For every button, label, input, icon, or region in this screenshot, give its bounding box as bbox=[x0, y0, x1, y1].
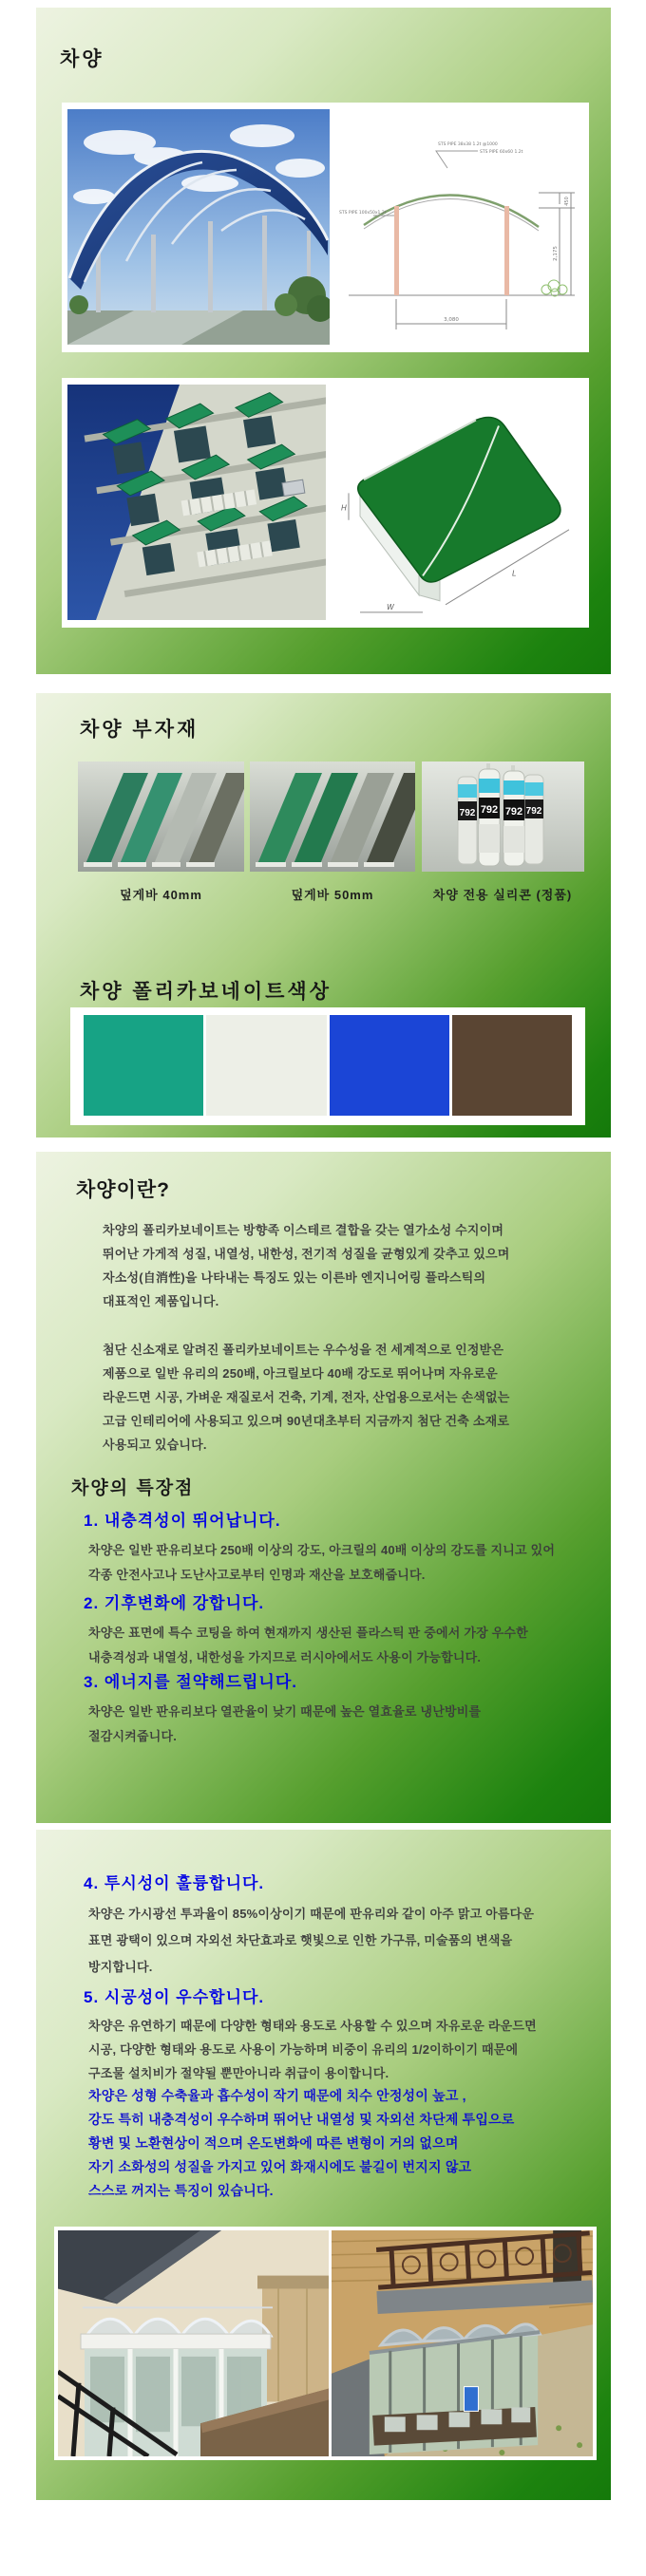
text-line: 차양은 일반 판유리보다 열관율이 낮기 때문에 높은 열효율로 냉난방비를 bbox=[88, 1704, 482, 1719]
feature-3-body bbox=[88, 1700, 481, 1749]
canopy-drawing bbox=[335, 109, 584, 345]
text-line: 대표적인 제품입니다. bbox=[103, 1294, 219, 1308]
section-title-accessories: 차양 부자재 bbox=[80, 719, 200, 741]
color-swatch-box bbox=[70, 1007, 585, 1125]
text-line: 자기 소화성의 성질을 가지고 있어 화재시에도 불길이 번지지 않고 bbox=[88, 2159, 472, 2174]
drawing-label: STS PIPE 38x38 1.2t @1000 bbox=[438, 142, 498, 147]
section-awning bbox=[36, 8, 611, 674]
text-line: 라운드면 시공, 가벼운 재질로서 건축, 기계, 전자, 산업용으로서는 손색없는 bbox=[103, 1390, 510, 1404]
text-line: 자소성(自消性)을 나타내는 특징도 있는 이른바 엔지니어링 플라스틱의 bbox=[103, 1270, 486, 1285]
drawing-dim-top: 450 bbox=[564, 197, 570, 206]
feature-5-body bbox=[88, 2014, 537, 2085]
cover-bar-50-photo bbox=[250, 762, 415, 872]
swatch-emerald-green bbox=[84, 1015, 203, 1116]
diagram-dim-w: W bbox=[387, 602, 394, 611]
text-line: 절감시켜줍니다. bbox=[88, 1729, 178, 1743]
silicone-photo bbox=[422, 762, 584, 872]
text-line: 차양은 가시광선 투과율이 85%이상이기 때문에 판유리와 같이 아주 맑고 아름다운 bbox=[88, 1907, 535, 1921]
section-features-continued bbox=[36, 1830, 611, 2500]
cover-bar-40-photo bbox=[78, 762, 244, 872]
text-line: 황변 및 노환현상이 적으며 온도변화에 따른 변형이 거의 없으며 bbox=[88, 2135, 459, 2151]
drawing-dim-width: 3,080 bbox=[444, 317, 459, 323]
feature-4-body bbox=[88, 1901, 534, 1981]
caption-cover-bar-50: 덮게바 50mm bbox=[291, 888, 374, 902]
intro-paragraph-1 bbox=[103, 1218, 509, 1313]
text-line: 차양은 성형 수축율과 흡수성이 작기 때문에 치수 안정성이 높고 , bbox=[88, 2088, 466, 2103]
tube-label: 792 bbox=[480, 804, 499, 816]
canopy-photo bbox=[67, 109, 330, 345]
text-line: 사용되고 있습니다. bbox=[103, 1438, 207, 1452]
feature-2-heading: 2. 기후변화에 강합니다. bbox=[84, 1594, 265, 1612]
caption-silicone: 차양 전용 실리콘 (정품) bbox=[432, 888, 573, 902]
features-title: 차양의 특장점 bbox=[71, 1478, 195, 1498]
diagram-dim-l: L bbox=[512, 569, 517, 578]
text-line: 뛰어난 가게적 성질, 내열성, 내한성, 전기적 성질을 균형있게 갖추고 있으며 bbox=[103, 1247, 510, 1261]
sign bbox=[464, 2387, 478, 2412]
intro-paragraph-2 bbox=[103, 1338, 509, 1457]
awning-3d-diagram bbox=[337, 387, 582, 618]
highlight-paragraph bbox=[88, 2084, 515, 2203]
diagram-dim-h: H bbox=[341, 503, 348, 513]
drawing-label: STS PIPE 60x60 1.2t bbox=[480, 150, 523, 155]
text-line: 방지합니다. bbox=[88, 1960, 153, 1974]
text-line: 스스로 꺼지는 특징이 있습니다. bbox=[88, 2183, 274, 2198]
section-what-is-awning bbox=[36, 1152, 611, 1823]
feature-1-body bbox=[88, 1538, 555, 1588]
swatch-bronze-brown bbox=[452, 1015, 572, 1116]
drawing-label: STS PIPE 100x50x1.2t bbox=[339, 211, 387, 216]
text-line: 차양은 표면에 특수 코팅을 하여 현재까지 생산된 플라스틱 판 중에서 가장 우수한 bbox=[88, 1626, 528, 1640]
feature-2-body bbox=[88, 1621, 528, 1670]
swatch-ivory-white bbox=[206, 1015, 326, 1116]
caption-cover-bar-40: 덮게바 40mm bbox=[120, 888, 202, 902]
section-title-awning: 차양 bbox=[60, 48, 104, 70]
section-title-what-is: 차양이란? bbox=[76, 1179, 170, 1201]
feature-4-heading: 4. 투시성이 훌륭합니다. bbox=[84, 1874, 265, 1892]
tube-label: 792 bbox=[459, 808, 476, 818]
swatch-blue bbox=[330, 1015, 449, 1116]
section-title-colors: 차양 폴리카보네이트색상 bbox=[80, 981, 332, 1003]
text-line: 내충격성과 내열성, 내한성을 가지므로 러시아에서도 사용이 가능합니다. bbox=[88, 1650, 482, 1664]
tube-label: 792 bbox=[525, 806, 542, 817]
text-line: 고급 인테리어에 사용되고 있으며 90년대초부터 지금까지 첨단 건축 소재로 bbox=[103, 1414, 510, 1428]
text-line: 제품으로 일반 유리의 250배, 아크릴보다 40배 강도로 뛰어나며 자유로운 bbox=[103, 1366, 498, 1381]
bush-sketch bbox=[542, 280, 567, 296]
sunroom-photo-right bbox=[332, 2230, 593, 2456]
text-line: 각종 안전사고나 도난사고로부터 인명과 재산을 보호해줍니다. bbox=[88, 1568, 426, 1582]
tube-label: 792 bbox=[504, 806, 523, 818]
feature-5-heading: 5. 시공성이 우수합니다. bbox=[84, 1988, 265, 2006]
feature-3-heading: 3. 에너지를 절약해드립니다. bbox=[84, 1673, 297, 1691]
text-line: 표면 광택이 있으며 자외선 차단효과로 햇빛으로 인한 가구류, 미술품의 변색을 bbox=[88, 1933, 513, 1947]
text-line: 차양의 폴리카보네이트는 방향족 이스테르 결합을 갖는 열가소성 수지이며 bbox=[103, 1223, 504, 1237]
sunroom-photo-left bbox=[58, 2230, 329, 2456]
text-line: 시공, 다양한 형태와 용도로 사용이 가능하며 비중이 유리의 1/2이하이기 때문에 bbox=[88, 2042, 519, 2057]
image-row-1 bbox=[62, 103, 589, 352]
text-line: 차양은 유연하기 때문에 다양한 형태와 용도로 사용할 수 있으며 자유로운 라운드면 bbox=[88, 2019, 537, 2033]
drawing-dim-height: 2,175 bbox=[553, 246, 559, 261]
awning-building-photo bbox=[67, 385, 326, 620]
text-line: 강도 특히 내충격성이 우수하며 뛰어난 내열성 및 자외선 차단제 투입으로 bbox=[88, 2112, 515, 2127]
text-line: 첨단 신소재로 알려진 폴리카보네이트는 우수성을 전 세계적으로 인정받은 bbox=[103, 1343, 504, 1357]
image-row-2 bbox=[62, 378, 589, 628]
feature-1-heading: 1. 내충격성이 뛰어납니다. bbox=[84, 1512, 281, 1530]
section-accessories bbox=[36, 693, 611, 1138]
text-line: 구조물 설치비가 절약될 뿐만아니라 취급이 용이합니다. bbox=[88, 2066, 390, 2080]
text-line: 차양은 일반 판유리보다 250배 이상의 강도, 아크릴의 40배 이상의 강도를 지니고 있어 bbox=[88, 1543, 556, 1557]
